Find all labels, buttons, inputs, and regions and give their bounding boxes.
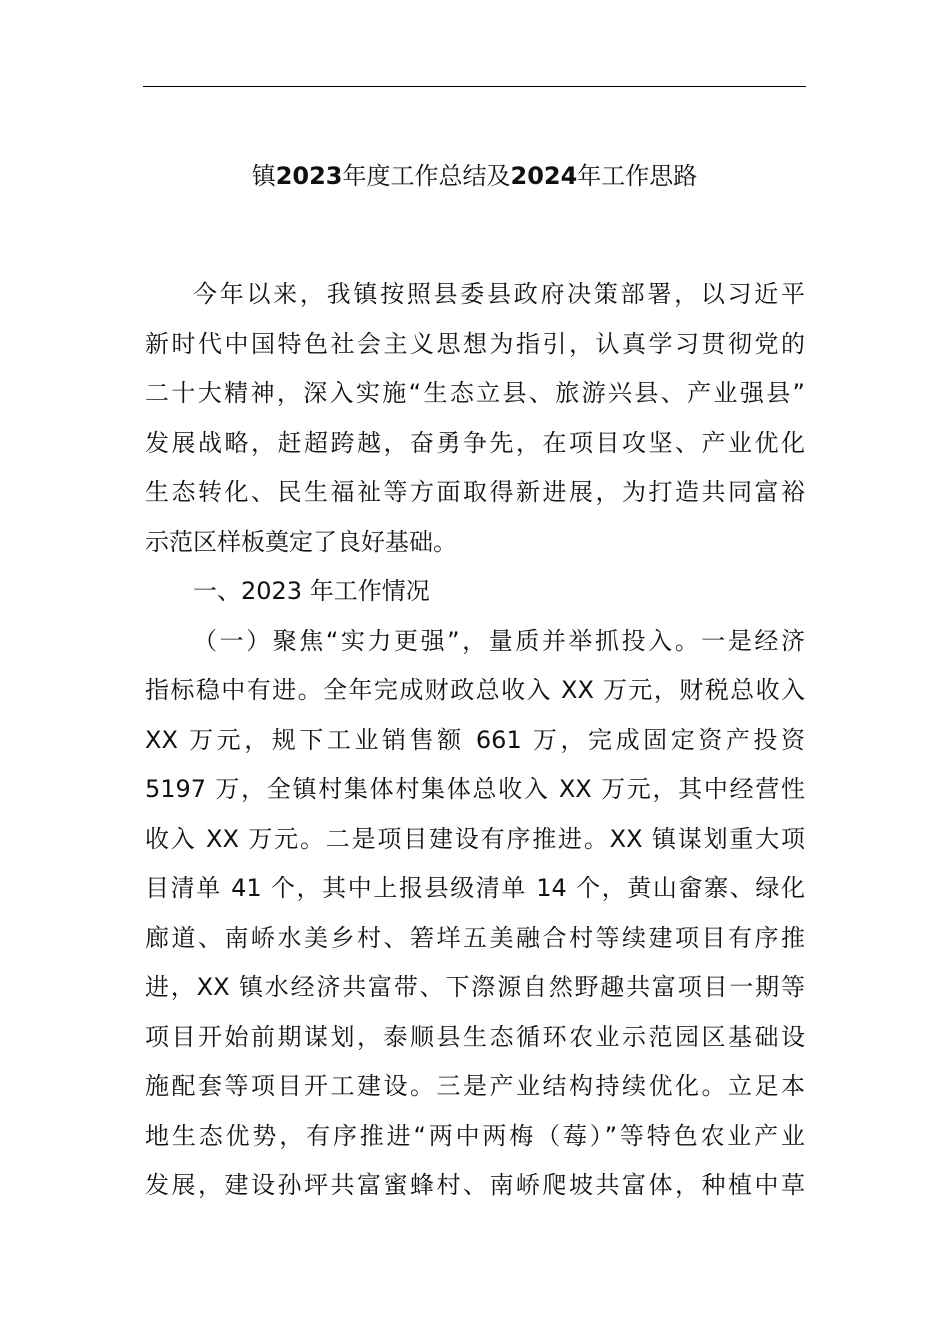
title-part-plan: 年工作思路 <box>577 162 698 190</box>
body-line: 发展战略，赶超跨越，奋勇争先，在项目攻坚、产业优化 <box>145 428 805 457</box>
body-line: 项目开始前期谋划，泰顺县生态循环农业示范园区基础设 <box>145 1022 805 1051</box>
title-part-summary: 年度工作总结及 <box>342 162 511 190</box>
title-part-year-2024: 2024 <box>510 162 578 190</box>
body-line: 示范区样板奠定了良好基础。 <box>145 527 457 556</box>
document-title <box>143 158 806 194</box>
body-line: 施配套等项目开工建设。三是产业结构持续优化。立足本 <box>145 1072 805 1100</box>
body-line: 新时代中国特色社会主义思想为指引，认真学习贯彻党的 <box>145 329 805 358</box>
body-line: 目清单 41 个，其中上报县级清单 14 个，黄山畲寨、绿化 <box>145 874 805 902</box>
body-line: 发展，建设孙坪共富蜜蜂村、南峤爬坡共富体，种植中草 <box>145 1171 805 1199</box>
body-line: （一）聚焦“实力更强”，量质并举抓投入。一是经济 <box>193 626 805 655</box>
body-line: 指标稳中有进。全年完成财政总收入 XX 万元，财税总收入 <box>145 676 805 704</box>
body-line: XX 万元，规下工业销售额 661 万，完成固定资产投资 <box>145 725 805 754</box>
header-rule <box>143 86 806 87</box>
document-body <box>145 270 805 1211</box>
section-heading: 一、2023 年工作情况 <box>193 577 430 605</box>
body-line: 进，XX 镇水经济共富带、下漈源自然野趣共富项目一期等 <box>145 973 805 1001</box>
body-line: 地生态优势，有序推进“两中两梅（莓）”等特色农业产业 <box>145 1121 805 1150</box>
body-line: 今年以来，我镇按照县委县政府决策部署，以习近平 <box>193 280 805 308</box>
title-part-town: 镇 <box>251 162 276 190</box>
body-line: 廊道、南峤水美乡村、箬垟五美融合村等续建项目有序推 <box>145 923 805 952</box>
body-line: 二十大精神，深入实施“生态立县、旅游兴县、产业强县” <box>145 379 805 407</box>
title-part-year-2023: 2023 <box>275 162 343 190</box>
body-line: 5197 万，全镇村集体村集体总收入 XX 万元，其中经营性 <box>145 775 805 803</box>
body-line: 收入 XX 万元。二是项目建设有序推进。XX 镇谋划重大项 <box>145 824 805 853</box>
body-line: 生态转化、民生福祉等方面取得新进展，为打造共同富裕 <box>145 478 805 506</box>
